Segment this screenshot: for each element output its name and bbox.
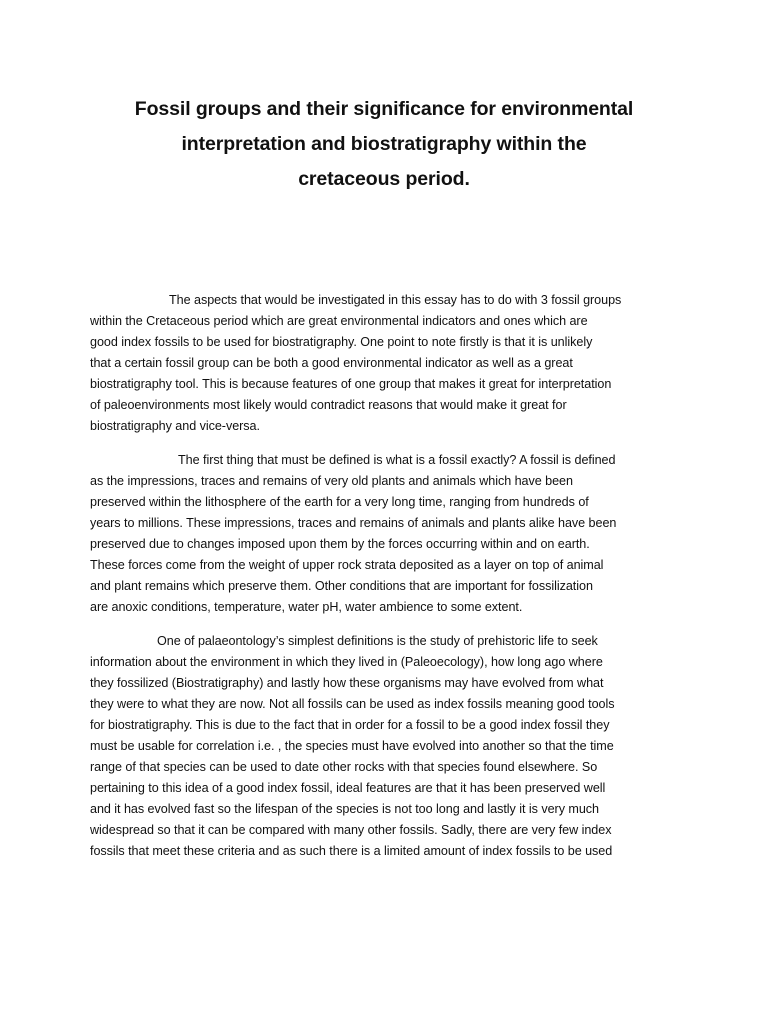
paragraph-line: pertaining to this idea of a good index fossil, ideal features are that it has been preserved well <box>90 781 606 795</box>
paragraph-3 <box>90 631 690 862</box>
paragraph-line: preserved within the lithosphere of the earth for a very long time, ranging from hundreds of <box>90 495 589 509</box>
paragraph-line: are anoxic conditions, temperature, water pH, water ambience to some extent. <box>90 600 523 614</box>
document-body <box>90 290 690 875</box>
paragraph-2 <box>90 450 690 618</box>
paragraph-line: The aspects that would be investigated in this essay has to do with 3 fossil groups <box>169 293 622 307</box>
paragraph-line: and plant remains which preserve them. Other conditions that are important for fossilization <box>90 579 593 593</box>
paragraph-line: that a certain fossil group can be both a good environmental indicator as well as a great <box>90 356 573 370</box>
paragraph-line: range of that species can be used to date other rocks with that species found elsewhere. So <box>90 760 598 774</box>
paragraph-line: biostratigraphy and vice-versa. <box>90 419 260 433</box>
paragraph-line: years to millions. These impressions, traces and remains of animals and plants alike have been <box>90 516 617 530</box>
paragraph-line: as the impressions, traces and remains of very old plants and animals which have been <box>90 474 573 488</box>
title-line: interpretation and biostratigraphy within the <box>181 133 587 155</box>
paragraph-line: information about the environment in which they lived in (Paleoecology), how long ago where <box>90 655 603 669</box>
paragraph-line: for biostratigraphy. This is due to the fact that in order for a fossil to be a good index fossil they <box>90 718 610 732</box>
paragraph-line: of paleoenvironments most likely would contradict reasons that would make it great for <box>90 398 567 412</box>
paragraph-line: biostratigraphy tool. This is because features of one group that makes it great for interpretation <box>90 377 612 391</box>
paragraph-line: preserved due to changes imposed upon them by the forces occurring within and on earth. <box>90 537 590 551</box>
paragraph-line: they fossilized (Biostratigraphy) and lastly how these organisms may have evolved from what <box>90 676 604 690</box>
title-line: cretaceous period. <box>298 168 470 190</box>
paragraph-line: within the Cretaceous period which are great environmental indicators and ones which are <box>90 314 588 328</box>
paragraph-line: The first thing that must be defined is what is a fossil exactly? A fossil is defined <box>178 453 616 467</box>
paragraph-line: good index fossils to be used for biostratigraphy. One point to note firstly is that it is unlikely <box>90 335 593 349</box>
title-line: Fossil groups and their significance for environmental <box>134 98 634 120</box>
paragraph-line: and it has evolved fast so the lifespan of the species is not too long and lastly it is very much <box>90 802 599 816</box>
paragraph-line: must be usable for correlation i.e. , the species must have evolved into another so that the time <box>90 739 614 753</box>
paragraph-line: One of palaeontology’s simplest definitions is the study of prehistoric life to seek <box>157 634 598 648</box>
paragraph-line: These forces come from the weight of upper rock strata deposited as a layer on top of animal <box>90 558 604 572</box>
document-title <box>80 92 688 197</box>
paragraph-line: widespread so that it can be compared with many other fossils. Sadly, there are very few index <box>90 823 612 837</box>
paragraph-line: fossils that meet these criteria and as such there is a limited amount of index fossils to be used <box>90 844 613 858</box>
paragraph-1 <box>90 290 690 437</box>
paragraph-line: they were to what they are now. Not all fossils can be used as index fossils meaning good tools <box>90 697 615 711</box>
